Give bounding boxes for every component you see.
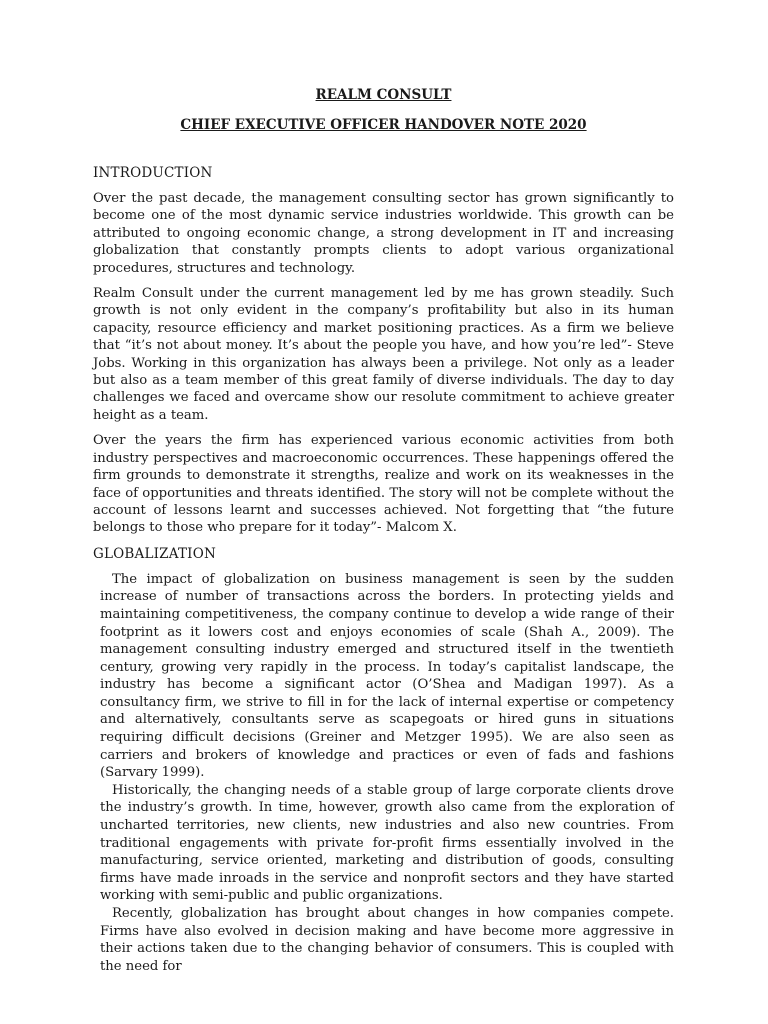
paragraph: Realm Consult under the current management led by me has grown steadily. Such growth is not only evident in the company’s profitability but also in its human capacity, resource efficiency and market positioning practices. As a firm we believe that “it’s not about money. It’s about the people you have, and how you’re led”- Steve Jobs. Working in this organization has always been a privilege. Not only as a leader but also as a team member of this great family of diverse individuals. The day to day challenges we faced and overcame show our resolute commitment to achieve greater height as a team. bbox=[93, 286, 674, 423]
paragraph: Recently, globalization has brought about changes in how companies compete. Firms have also evolved in decision making and have become more aggressive in their actions taken due to the changing behavior of consumers. This is coupled with the need for bbox=[100, 906, 674, 974]
document-title: REALM CONSULT bbox=[315, 87, 452, 103]
section-introduction bbox=[93, 164, 674, 537]
document-subtitle: CHIEF EXECUTIVE OFFICER HANDOVER NOTE 2020 bbox=[180, 117, 587, 133]
section-heading: GLOBALIZATION bbox=[93, 545, 216, 562]
section-heading: INTRODUCTION bbox=[93, 165, 213, 181]
section-globalization bbox=[93, 545, 674, 976]
paragraph: Historically, the changing needs of a stable group of large corporate clients drove the industry’s growth. In time, however, growth also came from the exploration of uncharted territories, new clients, new industries and also new countries. From traditional engagements with private for-profit firms essentially involved in the manufacturing, service oriented, marketing and distribution of goods, consulting firms have made inroads in the service and nonprofit sectors and they have started working with semi-public and public organizations. bbox=[100, 782, 674, 904]
paragraph: Over the years the firm has experienced various economic activities from both industry perspectives and macroeconomic occurrences. These happenings offered the firm grounds to demonstrate it strengths, realize and work on its weaknesses in the face of opportunities and threats identified. The story will not be complete without the account of lessons learnt and successes achieved. Not forgetting that “the future belongs to those who prepare for it today”- Malcom X. bbox=[93, 433, 674, 536]
paragraph: Over the past decade, the management consulting sector has grown significantly to become one of the most dynamic service industries worldwide. This growth can be attributed to ongoing economic change, a strong development in IT and increasing globalization that constantly prompts clients to adopt various organizational procedures, structures and technology. bbox=[93, 191, 674, 276]
paragraph: The impact of globalization on business management is seen by the sudden increase of number of transactions across the borders. In protecting yields and maintaining competitiveness, the company continue to develop a wide range of their footprint as it lowers cost and enjoys economies of scale (Shah A., 2009). The management consulting industry emerged and structured itself in the twentieth century, growing very rapidly in the process. In today’s capitalist landscape, the industry has become a significant actor (O’Shea and Madigan 1997). As a consultancy firm, we strive to fill in for the lack of internal expertise or competency and alternatively, consultants serve as scapegoats or hired guns in situations requiring difficult decisions (Greiner and Metzger 1995). We are also seen as carriers and brokers of knowledge and practices or even of fads and fashions (Sarvary 1999). bbox=[100, 571, 674, 781]
